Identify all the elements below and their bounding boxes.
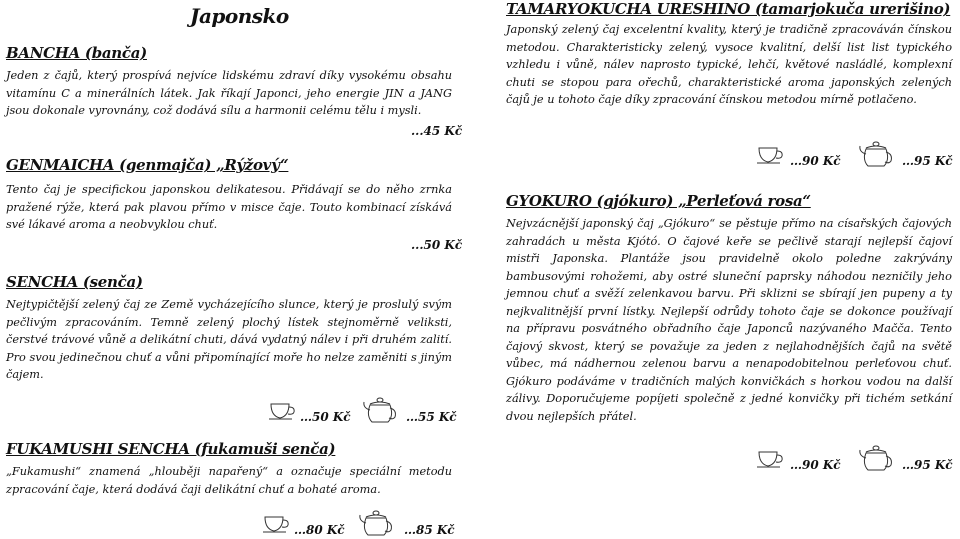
teacup-icon: [756, 140, 786, 166]
tea-title-tamaryokucha: TAMARYOKUCHA URESHINO (tamarjokuča urerišino): [506, 0, 951, 18]
teapot-icon: [358, 509, 396, 539]
price-large-tamaryokucha: …95 Kč: [858, 140, 956, 170]
teacup-icon: [262, 509, 292, 535]
price-pair-sencha: [268, 396, 462, 426]
tea-desc-sencha: Nejtypičtější zelený čaj ze Země vycházejícího slunce, který je proslulý svým pečlivým zpracováním. Temně zelený plochý lístek stejnoměrně veliksti, čerstvé trávové vůně a delikátní chuti, dává vydatný nálev i při druhém zalití. Pro svou jedinečnou chuť a vůni připomínající moře ho nelze zaměniti s jiným čajem.: [6, 298, 452, 381]
price-pair-fukamushi: [262, 509, 462, 539]
teacup-icon: [756, 444, 786, 470]
price-genmaicha: ...50 Kč: [411, 238, 463, 252]
price-small-tamaryokucha: …90 Kč: [756, 140, 852, 170]
tea-title-genmaicha: GENMAICHA (genmajča) „Rýžový“: [6, 156, 289, 174]
tea-desc-genmaicha: Tento čaj je specifickou japonskou delikatesou. Přidávají se do něho zrnka pražené rýže, která pak plavou přímo v misce čaje. Touto kombinací získává své lákavé aroma a neobvyklou chuť.: [6, 183, 452, 231]
teapot-icon: [362, 396, 400, 426]
price-large-fukamushi: …85 Kč: [358, 509, 462, 539]
tea-desc-fukamushi: „Fukamushi“ znamená „hlouběji napařený“ a označuje speciální metodu zpracování čaje, která dodává čaji delikátní chuť a bohaté aroma.: [6, 465, 452, 496]
tea-title-sencha: SENCHA (senča): [6, 273, 143, 291]
tea-desc-bancha: Jeden z čajů, který prospívá nejvíce lidskému zdraví díky vysokému obsahu vitamínu C a minerálních látek. Jak říkají Japonci, jeho energie JIN a JANG jsou dokonale vyrovnány, což dodává sílu a harmonii celému tělu i mysli.: [6, 69, 452, 117]
teapot-icon: [858, 140, 896, 170]
teacup-icon: [268, 396, 298, 422]
teapot-icon: [858, 444, 896, 474]
price-small-gyokuro: …90 Kč: [756, 444, 852, 474]
price-pair-gyokuro: [756, 444, 956, 474]
tea-desc-gyokuro: Nejvzácnější japonský čaj „Gjókuro“ se pěstuje přímo na císařských čajových zahradách u města Kjótó. O čajové keře se pečlivě starají nejlepší čajoví mistři Japonska. Plantáže jsou pravidelně okolo poledne zakrývány bambusovými rohožemi, aby ostré sluneční paprsky náhodou nezničily jeho jemnou chuť a svěží zelenkavou barvu. Při sklizni se sbírají jen pupeny a ty nejkvalitnější první lístky. Nejlepší odrůdy tohoto čaje se dokonce používají na přípravu posvátného obřadního čaje Japonců nazývaného Maččа. Tento čajový skvost, který se považuje za jeden z nejlahodnějších čajů na světě vůbec, má nádhernou zelenou barvu a nenapodobitelnou perleťovou chuť. Gjókuro podáváme v tradičních malých konvičkách s horkou vodou na další zálivy. Doporučujeme popíjeti společně z jedné konvičky při tichém setkání dvou nejlepších přátel.: [506, 217, 952, 423]
price-large-gyokuro: …95 Kč: [858, 444, 956, 474]
tea-title-bancha: BANCHA (banča): [6, 44, 147, 62]
price-bancha: ...45 Kč: [411, 124, 463, 138]
price-small-fukamushi: …80 Kč: [262, 509, 352, 539]
price-small-sencha: …50 Kč: [268, 396, 358, 426]
tea-title-fukamushi: FUKAMUSHI SENCHA (fukamuši senča): [6, 440, 336, 458]
tea-title-gyokuro: GYOKURO (gjókuro) „Perleťová rosa“: [506, 192, 811, 210]
price-pair-tamaryokucha: [756, 140, 956, 170]
price-large-sencha: …55 Kč: [362, 396, 462, 426]
page-title: Japonsko: [190, 4, 289, 28]
tea-desc-tamaryokucha: Japonský zelený čaj excelentní kvality, který je tradičně zpracováván čínskou metodou. Charakteristicky zelený, vysoce kvalitní, delší list list typického vzhledu i vůně, nálev naprosto typické, lehčí, květové nasládlé, komplexní chuti se stopou para ořechů, charakteristické aroma japonských zelených čajů je u tohoto čaje díky zpracování čínskou metodou mírně potlačeno.: [506, 23, 952, 106]
